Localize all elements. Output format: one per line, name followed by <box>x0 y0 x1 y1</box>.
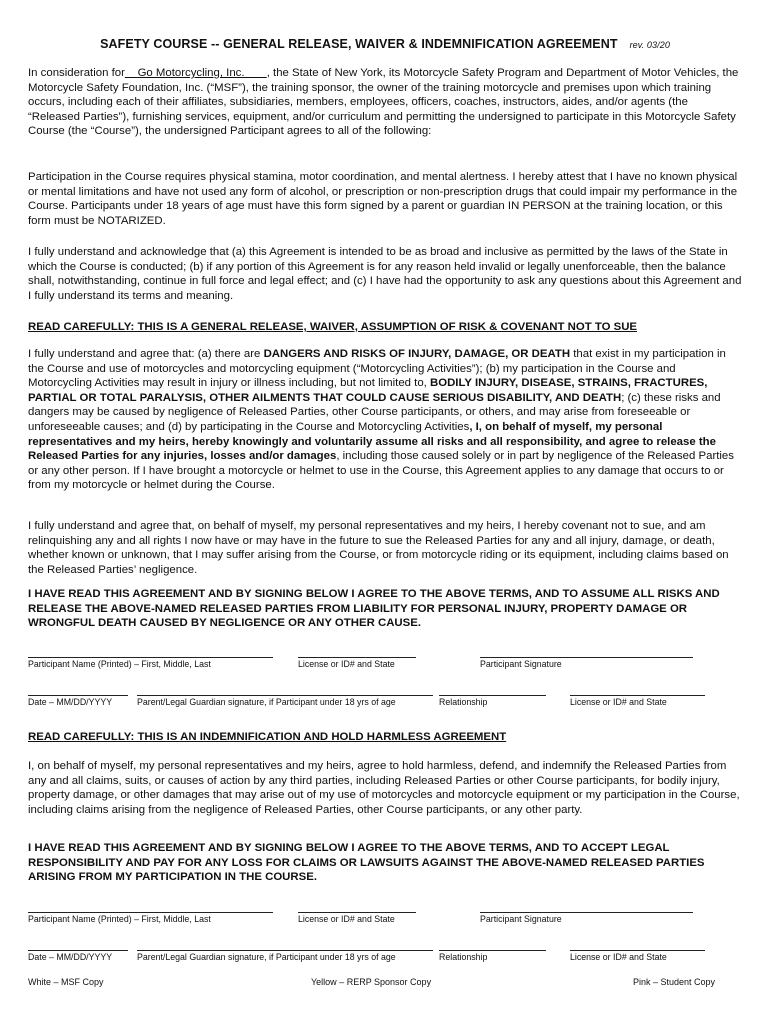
risks-bold-3: , I, on behalf of myself, my personal representatives and my heirs, hereby knowingly and voluntarily assume all risks and all responsibility, and agree to release the Released Parties for any injuries, losses and/or damages <box>28 420 716 463</box>
license-field-3[interactable]: License or ID# and State <box>298 912 416 924</box>
license-field[interactable]: License or ID# and State <box>298 657 416 669</box>
relationship-field-2[interactable]: Relationship <box>439 950 546 962</box>
physical-paragraph: Participation in the Course requires physical stamina, motor coordination, and mental alertness. I hereby attest that I have no known physical or mental limitations and have not used any form of alcohol, or prescription or non-prescription drugs that could impair my performance in the Course. Participants under 18 years of age must have this form signed by a parent or guardian IN PERSON at the training location, or this form must be NOTARIZED. <box>28 171 738 227</box>
footer-yellow-copy: Yellow – RERP Sponsor Copy <box>311 977 432 987</box>
license-field-4[interactable]: License or ID# and State <box>570 950 705 962</box>
risks-text-2: that exist in my participation in the Course and use of motorcycles and motorcycling equipment (“Motorcycling Activities”); (b) my participation in the Course and Motorcycling Activities may result in injury or illness including, but not limited to, <box>28 348 726 390</box>
risks-text-3: ; (c) these risks and dangers may be caused by negligence of Released Parties, other Course participants, or others, and may arise from foreseeable or unforeseeable causes; and (d) by participating in the Course and Motorcycling Activities <box>28 391 721 433</box>
org-name-text: Go Motorcycling, Inc. <box>137 67 245 79</box>
risks-text-4: , including those caused solely or in part by negligence of the Released Parties or any other person. If I have brought a motorcycle or helmet to use in the Course, this Agreement applies to any damage that occurs to or from my motorcycle or helmet during the Course. <box>28 450 734 492</box>
relationship-field[interactable]: Relationship <box>439 695 546 707</box>
footer-white-copy: White – MSF Copy <box>28 977 104 987</box>
org-name <box>125 67 267 79</box>
covenant-paragraph: I fully understand and agree that, on behalf of myself, my personal representatives and my heirs, I hereby covenant not to sue, and am relinquishing any and all rights I now have or may have in the future to sue the Released Parties for any and all injury, damage, or death, whether known or unknown, that I may suffer arising from the Course, or from motorcycle riding or its equipment, including claims based on the Released Parties’ negligence. <box>28 520 729 576</box>
guardian-signature-field[interactable]: Parent/Legal Guardian signature, if Participant under 18 yrs of age <box>137 695 433 707</box>
date-field[interactable]: Date – MM/DD/YYYY <box>28 695 128 707</box>
title-text: SAFETY COURSE -- GENERAL RELEASE, WAIVER & INDEMNIFICATION AGREEMENT <box>100 37 618 51</box>
intro-rest: , the State of New York, its Motorcycle Safety Program and Department of Motor Vehicles, the Motorcycle Safety Foundation, Inc. (“MSF”), the training sponsor, the owner of the training motorcycle and premises upon which training occurs, including each of their affiliates, subsidiaries, members, employees, officers, coaches, instructors, aides, and/or agents (the “Released Parties”), furnishing services, equipment, and/or curriculum and permitting the undersigned to participate in this Motorcycle Safety Course (the “Course”), the undersigned Participant agrees to all of the following: <box>28 67 739 138</box>
participant-name-field-2[interactable]: Participant Name (Printed) – First, Middle, Last <box>28 912 273 924</box>
date-field-2[interactable]: Date – MM/DD/YYYY <box>28 950 128 962</box>
acknowledge-paragraph: I fully understand and acknowledge that (a) this Agreement is intended to be as broad and inclusive as permitted by the laws of the State in which the Course is conducted; (b) if any portion of this Agreement is for any reason held invalid or legally unenforceable, then the balance shall, notwithstanding, continue in full force and legal effect; and (c) I have had the opportunity to ask any questions about this Agreement and I fully understand its terms and meaning. <box>28 246 742 302</box>
release-acknowledgment: I HAVE READ THIS AGREEMENT AND BY SIGNING BELOW I AGREE TO THE ABOVE TERMS, AND TO ASSUME ALL RISKS AND RELEASE THE ABOVE-NAMED RELEASED PARTIES FROM LIABILITY FOR PERSONAL INJURY, PROPERTY DAMAGE OR WRONGFUL DEATH CAUSED BY NEGLIGENCE OR ANY OTHER CAUSE. <box>28 588 720 630</box>
risks-bold-2: BODILY INJURY, DISEASE, STRAINS, FRACTURES, PARTIAL OR TOTAL PARALYSIS, OTHER AILMENTS THAT COULD CAUSE SERIOUS DISABILITY, AND DEATH <box>28 377 708 404</box>
document-title <box>0 37 770 51</box>
guardian-signature-field-2[interactable]: Parent/Legal Guardian signature, if Participant under 18 yrs of age <box>137 950 433 962</box>
indemnify-acknowledgment: I HAVE READ THIS AGREEMENT AND BY SIGNING BELOW I AGREE TO THE ABOVE TERMS, AND TO ACCEPT LEGAL RESPONSIBILITY AND PAY FOR ANY LOSS FOR CLAIMS OR LAWSUITS AGAINST THE ABOVE-NAMED RELEASED PARTIES ARISING FROM MY PARTICIPATION IN THE COURSE. <box>28 842 705 884</box>
indemnify-heading: READ CAREFULLY: THIS IS AN INDEMNIFICATION AND HOLD HARMLESS AGREEMENT <box>28 731 507 743</box>
risks-paragraph <box>28 347 742 493</box>
revision-label: rev. 03/20 <box>629 40 670 50</box>
intro-prefix: In consideration for <box>28 67 125 79</box>
participant-name-field[interactable]: Participant Name (Printed) – First, Middle, Last <box>28 657 273 669</box>
risks-text-1: I fully understand and agree that: (a) there are <box>28 348 264 360</box>
release-heading: READ CAREFULLY: THIS IS A GENERAL RELEASE, WAIVER, ASSUMPTION OF RISK & COVENANT NOT TO SUE <box>28 321 638 333</box>
risks-bold-1: DANGERS AND RISKS OF INJURY, DAMAGE, OR DEATH <box>263 348 571 360</box>
participant-signature-field-2[interactable]: Participant Signature <box>480 912 693 924</box>
participant-signature-field[interactable]: Participant Signature <box>480 657 693 669</box>
intro-paragraph <box>28 66 742 139</box>
indemnify-paragraph: I, on behalf of myself, my personal representatives and my heirs, agree to hold harmless, defend, and indemnify the Released Parties from any and all claims, suits, or causes of action by any third parties, including Released Parties or other Course participants, for bodily injury, property damage, or other damages that may arise out of my use of motorcycles and motorcycle equipment or my participation in the Course, including claims arising from the negligence of Released Parties, other Course participants, or any other party. <box>28 760 740 816</box>
license-field-2[interactable]: License or ID# and State <box>570 695 705 707</box>
footer-pink-copy: Pink – Student Copy <box>633 977 716 987</box>
